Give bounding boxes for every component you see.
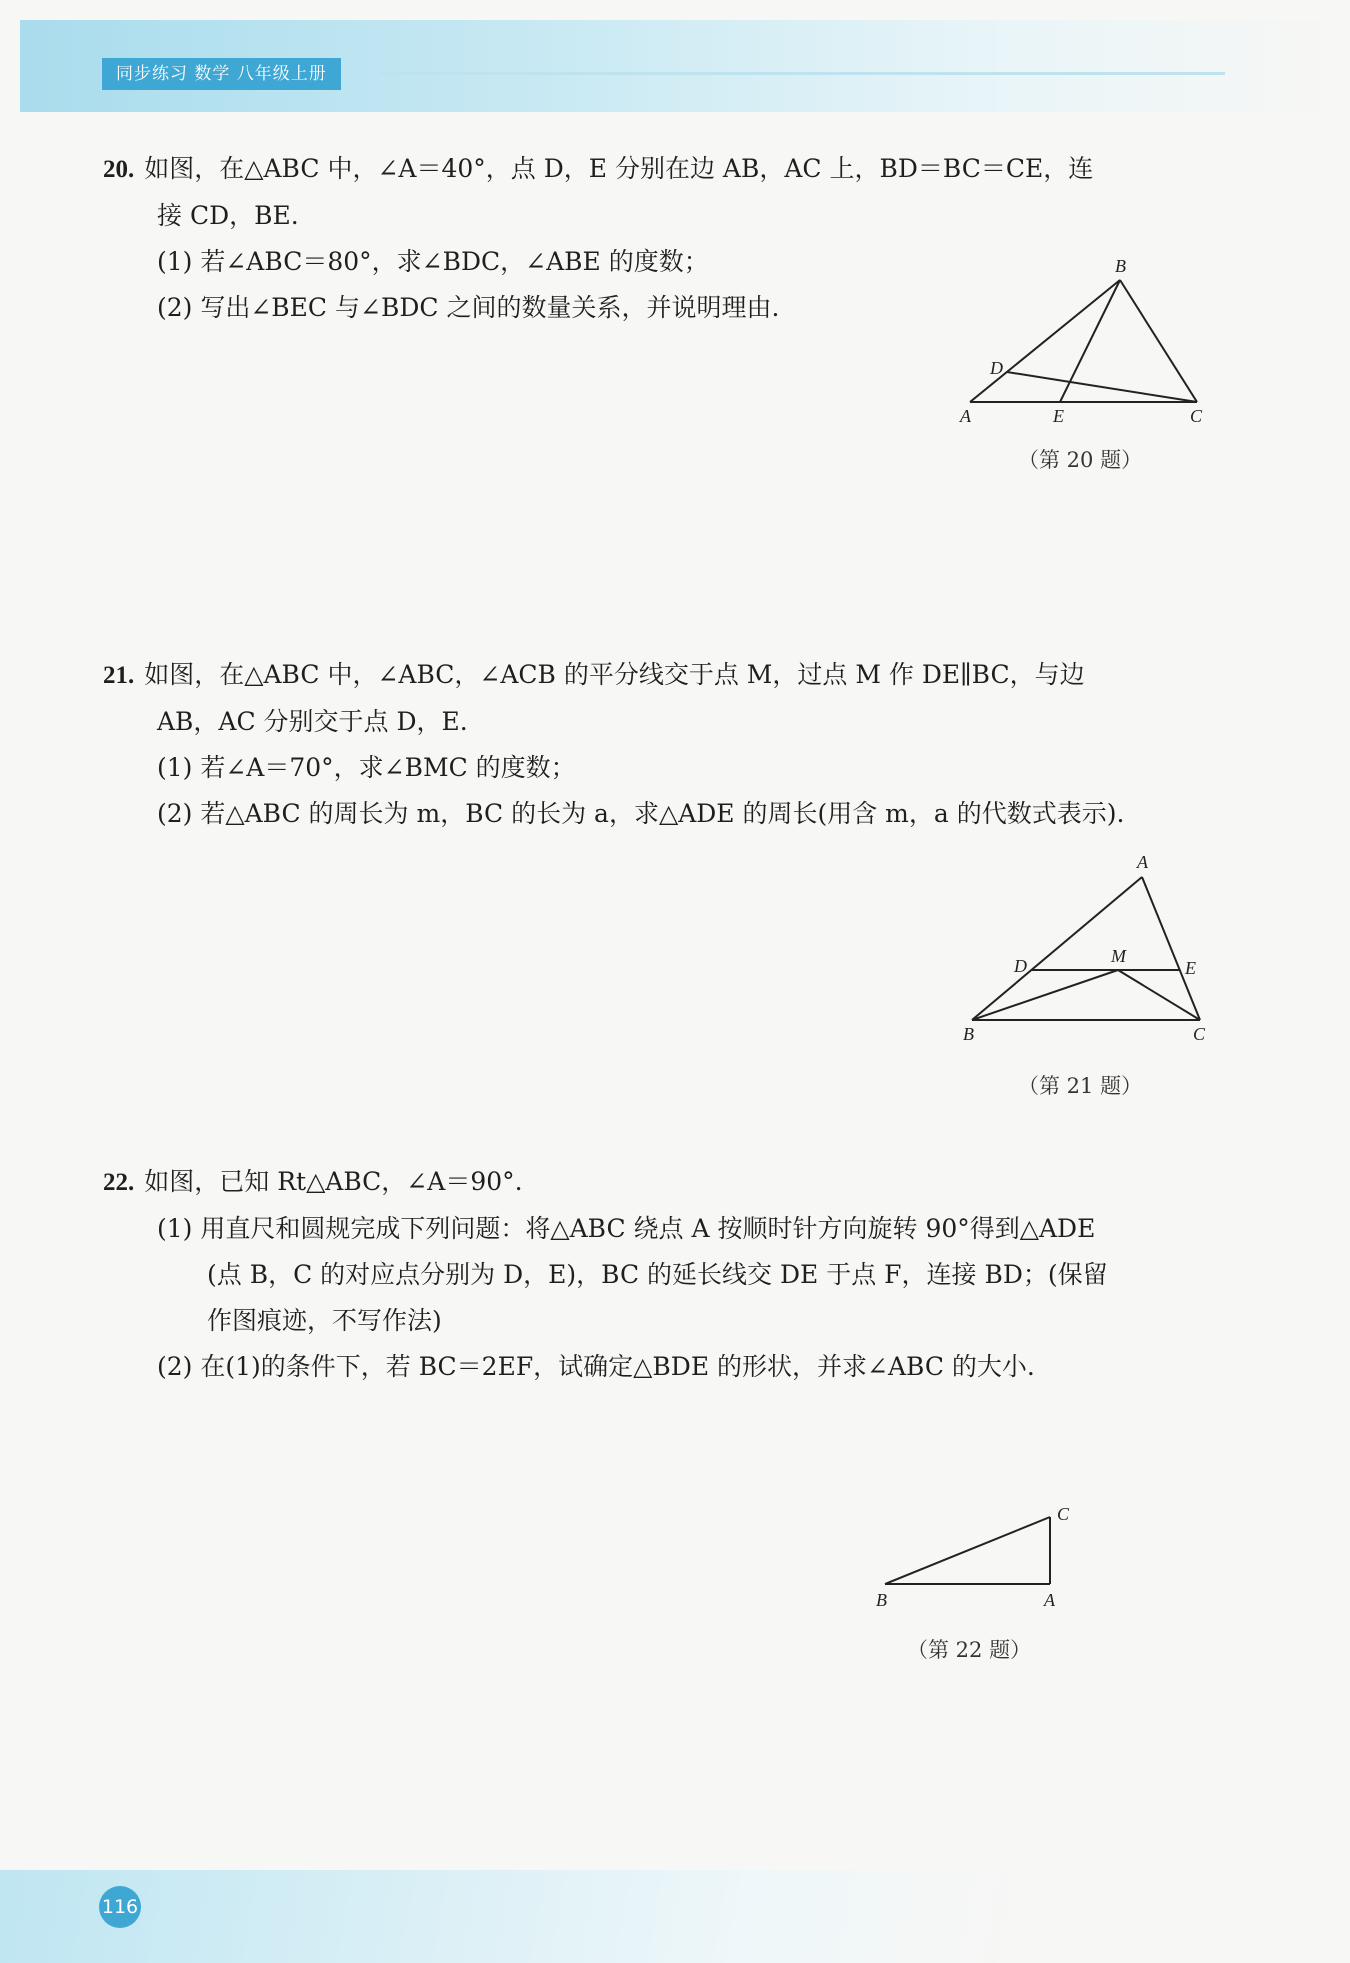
- subquestion-2: (2) 写出∠BEC 与∠BDC 之间的数量关系，并说明理由.: [157, 293, 780, 322]
- point-label-C: C: [1057, 1504, 1070, 1524]
- subquestion-1-continued: (点 B，C 的对应点分别为 D，E)，BC 的延长线交 DE 于点 F，连接 BD；(保留: [207, 1260, 1108, 1289]
- problem-number: 22.: [103, 1169, 135, 1196]
- figure-21-caption: （第 21 题）: [1018, 1074, 1143, 1098]
- point-label-B: B: [963, 1024, 974, 1044]
- problem-22: [103, 1159, 1233, 1390]
- point-label-B: B: [876, 1590, 887, 1610]
- footer-band: [0, 1870, 1350, 1963]
- figure-20-caption: （第 20 题）: [1018, 448, 1143, 472]
- problem-21: [103, 652, 1233, 837]
- point-label-M: M: [1111, 946, 1126, 966]
- book-title-label: 同步练习 数学 八年级上册: [102, 58, 341, 90]
- header-rule: [380, 72, 1225, 75]
- page-number-badge: 116: [99, 1886, 141, 1928]
- problem-number: 20.: [103, 156, 135, 183]
- point-label-D: D: [1014, 956, 1027, 976]
- figure-20-triangle: [950, 250, 1210, 430]
- problem-number: 21.: [103, 662, 135, 689]
- point-label-E: E: [1053, 406, 1064, 426]
- point-label-C: C: [1190, 406, 1203, 426]
- point-label-B: B: [1115, 256, 1126, 276]
- point-label-A: A: [1044, 1590, 1055, 1610]
- figure-21-triangle: [950, 850, 1220, 1050]
- subquestion-1: (1) 若∠A＝70°，求∠BMC 的度数；: [157, 753, 576, 782]
- point-label-E: E: [1185, 958, 1196, 978]
- subquestion-1-continued: 作图痕迹，不写作法): [207, 1306, 442, 1335]
- problem-text-line: 如图，在△ABC 中，∠A＝40°，点 D，E 分别在边 AB，AC 上，BD＝BC＝CE，连: [144, 154, 1094, 183]
- problem-text-line: 如图，在△ABC 中，∠ABC，∠ACB 的平分线交于点 M，过点 M 作 DE∥BC，与边: [144, 660, 1085, 689]
- problem-text-line: 接 CD，BE.: [157, 201, 299, 230]
- point-label-C: C: [1193, 1024, 1206, 1044]
- problem-text-line: 如图，已知 Rt△ABC，∠A＝90°.: [144, 1167, 523, 1196]
- subquestion-1: (1) 若∠ABC＝80°，求∠BDC，∠ABE 的度数；: [157, 247, 709, 276]
- point-label-A: A: [960, 406, 971, 426]
- problem-text-line: AB，AC 分别交于点 D，E.: [157, 707, 468, 736]
- subquestion-1: (1) 用直尺和圆规完成下列问题：将△ABC 绕点 A 按顺时针方向旋转 90°得到△ADE: [157, 1214, 1096, 1243]
- figure-22-right-triangle: [870, 1500, 1090, 1620]
- subquestion-2: (2) 若△ABC 的周长为 m，BC 的长为 a，求△ADE 的周长(用含 m，a 的代数式表示).: [157, 799, 1125, 828]
- point-label-A: A: [1137, 852, 1148, 872]
- subquestion-2: (2) 在(1)的条件下，若 BC＝2EF，试确定△BDE 的形状，并求∠ABC 的大小.: [157, 1352, 1035, 1381]
- figure-22-caption: （第 22 题）: [907, 1638, 1032, 1662]
- point-label-D: D: [990, 358, 1003, 378]
